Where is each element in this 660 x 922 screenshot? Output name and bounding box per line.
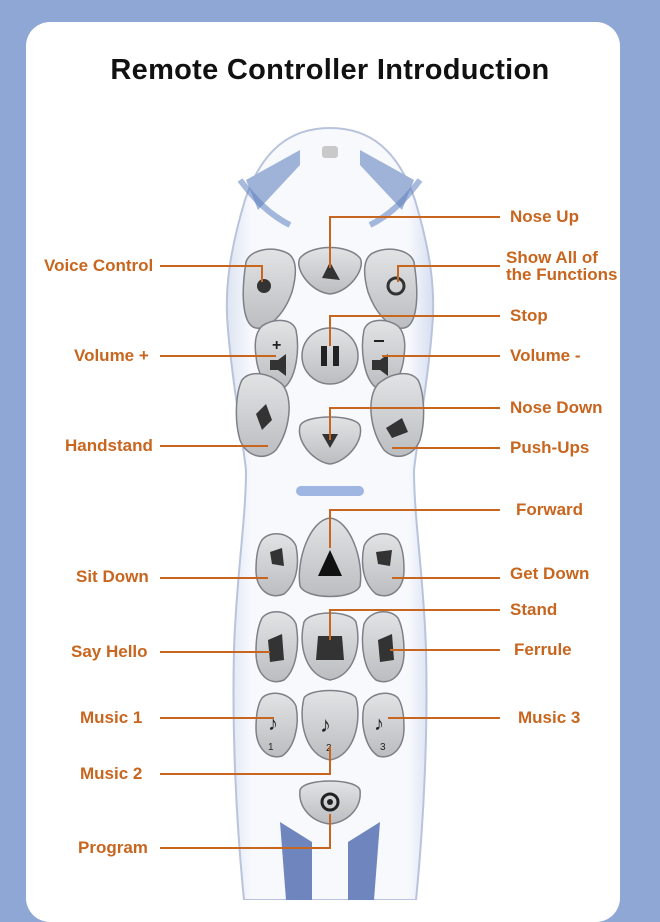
label-ferrule: Ferrule [514,640,572,659]
svg-text:♪: ♪ [374,713,384,735]
label-stand: Stand [510,600,558,619]
music-2-number: 2 [326,743,332,754]
label-get-down: Get Down [510,564,590,583]
label-nose-up: Nose Up [510,207,579,226]
music-3-number: 3 [380,742,386,753]
sit-down-button[interactable] [256,534,298,596]
say-hello-button[interactable] [256,612,298,682]
page-title: Remote Controller Introduction [110,54,550,86]
music-1-number: 1 [268,742,274,753]
svg-text:♪: ♪ [320,712,331,737]
label-music-1: Music 1 [80,708,143,727]
svg-text:+: + [272,337,282,354]
label-handstand: Handstand [65,436,153,455]
ferrule-button[interactable] [363,612,405,682]
label-show-all-line1: Show All of [506,248,598,267]
svg-text:♪: ♪ [268,713,278,735]
label-music-2: Music 2 [80,764,143,783]
label-nose-down: Nose Down [510,398,603,417]
label-sit-down: Sit Down [76,567,149,586]
label-forward: Forward [516,500,584,519]
label-say-hello: Say Hello [71,642,148,661]
label-music-3: Music 3 [518,708,581,727]
label-voice-control: Voice Control [44,256,154,275]
label-show-all [506,249,617,283]
label-volume-up: Volume + [74,346,149,365]
label-show-all-line2: the Functions [506,265,618,284]
get-down-button[interactable] [363,534,405,596]
label-volume-down: Volume - [510,346,581,365]
label-program: Program [78,838,148,857]
label-stop: Stop [510,306,548,325]
label-push-ups: Push-Ups [510,438,590,457]
